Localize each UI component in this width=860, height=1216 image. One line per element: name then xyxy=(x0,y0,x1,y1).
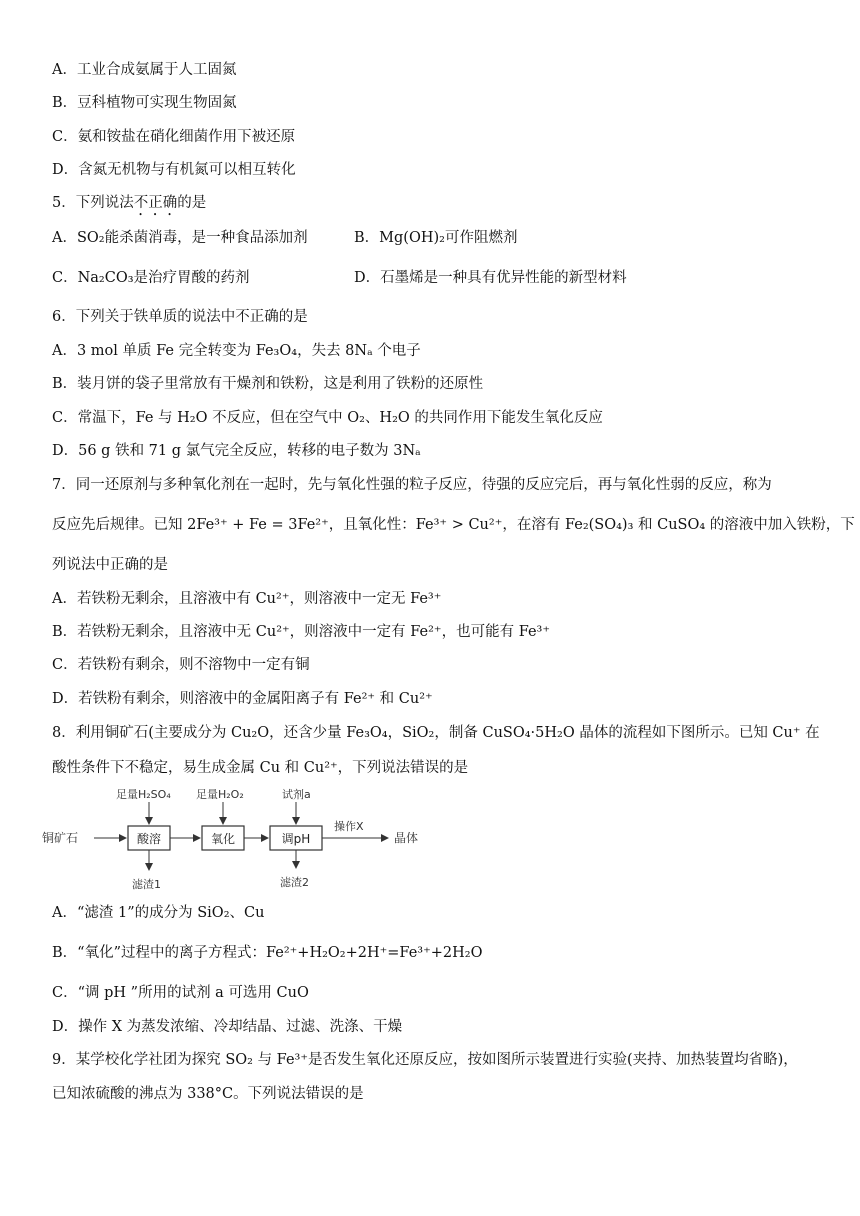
flow-input-label: 铜矿石 xyxy=(42,831,79,845)
q5-option-b: B．Mg(OH)₂可作阻燃剂 xyxy=(354,230,518,246)
q9-stem-line1: 9．某学校化学社团为探究 SO₂ 与 Fe³⁺是否发生氧化还原反应，按如图所示装置进行实验(夹持、加热装置均省略)， xyxy=(52,1052,798,1068)
q5-option-c: C．Na₂CO₃是治疗胃酸的药剂 xyxy=(52,270,250,286)
q7-stem-line2: 反应先后规律。已知 2Fe³⁺ + Fe = 3Fe²⁺，且氧化性：Fe³⁺ > Cu²⁺，在溶有 Fe₂(SO₄)₃ 和 CuSO₄ 的溶液中加入铁粉，下 xyxy=(52,517,855,533)
flow-step2-label: 氧化 xyxy=(210,832,236,846)
q7-option-a: A．若铁粉无剩余，且溶液中有 Cu²⁺，则溶液中一定无 Fe³⁺ xyxy=(52,591,442,607)
q4-option-b: B．豆科植物可实现生物固氮 xyxy=(52,95,237,111)
q4-option-a: A．工业合成氨属于人工固氮 xyxy=(52,62,237,78)
q5-stem-pre: 5．下列说法 xyxy=(52,195,134,211)
q4-option-d: D．含氮无机物与有机氮可以相互转化 xyxy=(52,162,296,178)
q7-option-c: C．若铁粉有剩余，则不溶物中一定有铜 xyxy=(52,657,310,673)
q7-option-d: D．若铁粉有剩余，则溶液中的金属阳离子有 Fe²⁺ 和 Cu²⁺ xyxy=(52,691,433,707)
q7-stem-line3: 列说法中正确的是 xyxy=(52,557,168,573)
q6-option-b: B．装月饼的袋子里常放有干燥剂和铁粉，这是利用了铁粉的还原性 xyxy=(52,376,484,392)
q8-option-d: D．操作 X 为蒸发浓缩、冷却结晶、过滤、洗涤、干燥 xyxy=(52,1019,403,1035)
q7-stem-line1: 7．同一还原剂与多种氧化剂在一起时，先与氧化性强的粒子反应，待强的反应完后，再与氧化性弱的反应，称为 xyxy=(52,477,772,493)
q8-option-b: B．“氧化”过程中的离子方程式：Fe²⁺+H₂O₂+2H⁺=Fe³⁺+2H₂O xyxy=(52,945,483,961)
flow-reagent1-label: 足量H₂SO₄ xyxy=(116,788,171,801)
q8-flowchart xyxy=(40,782,460,896)
flow-residue1-label: 滤渣1 xyxy=(132,878,161,891)
q8-option-c: C．“调 pH ”所用的试剂 a 可选用 CuO xyxy=(52,985,309,1001)
flow-residue2-label: 滤渣2 xyxy=(280,876,309,889)
q8-option-a: A．“滤渣 1”的成分为 SiO₂、Cu xyxy=(52,905,265,921)
q5-stem-emphasis: 不正确 xyxy=(133,195,178,211)
q4-option-c: C．氨和铵盐在硝化细菌作用下被还原 xyxy=(52,129,296,145)
q5-option-d: D．石墨烯是一种具有优异性能的新型材料 xyxy=(354,270,627,286)
q8-stem-line1: 8．利用铜矿石(主要成分为 Cu₂O，还含少量 Fe₃O₄，SiO₂，制备 CuSO₄·5H₂O 晶体的流程如下图所示。已知 Cu⁺ 在 xyxy=(52,725,820,741)
q6-option-c: C．常温下，Fe 与 H₂O 不反应，但在空气中 O₂、H₂O 的共同作用下能发生氧化反应 xyxy=(52,410,603,426)
flow-reagent3-label: 试剂a xyxy=(282,788,311,801)
q6-option-a: A．3 mol 单质 Fe 完全转变为 Fe₃O₄，失去 8Nₐ 个电子 xyxy=(52,343,421,359)
flow-output-label: 晶体 xyxy=(394,831,419,845)
flow-step1-label: 酸溶 xyxy=(136,832,162,846)
flow-step3-label: 调pH xyxy=(281,832,311,846)
flow-reagent2-label: 足量H₂O₂ xyxy=(196,788,244,801)
q5-stem-post: 的是 xyxy=(177,195,207,211)
q9-stem-line2: 已知浓硫酸的沸点为 338°C。下列说法错误的是 xyxy=(52,1086,364,1102)
q8-stem-line2: 酸性条件下不稳定，易生成金属 Cu 和 Cu²⁺，下列说法错误的是 xyxy=(52,760,469,776)
q6-stem: 6．下列关于铁单质的说法中不正确的是 xyxy=(52,309,308,325)
q6-option-d: D．56 g 铁和 71 g 氯气完全反应，转移的电子数为 3Nₐ xyxy=(52,443,421,459)
flow-op-label: 操作X xyxy=(334,820,364,833)
q7-option-b: B．若铁粉无剩余，且溶液中无 Cu²⁺，则溶液中一定有 Fe²⁺，也可能有 Fe³⁺ xyxy=(52,624,551,640)
q5-stem xyxy=(52,193,206,219)
q5-option-a: A．SO₂能杀菌消毒，是一种食品添加剂 xyxy=(52,230,308,246)
